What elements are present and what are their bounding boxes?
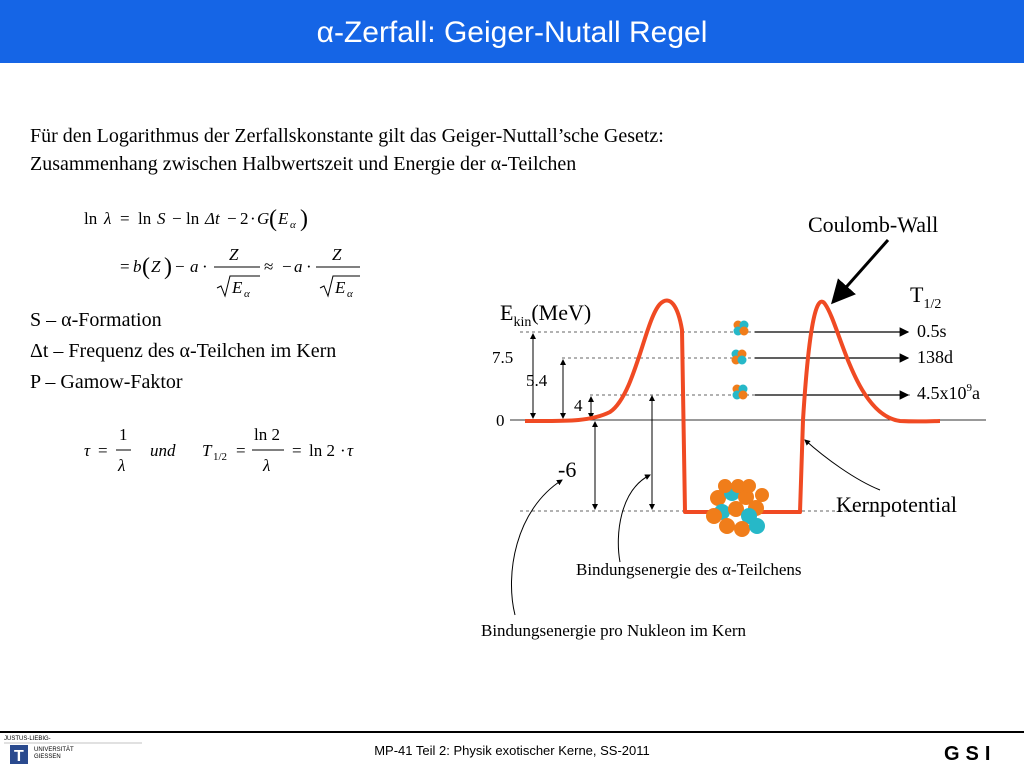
eq3-one: 1 <box>119 425 128 444</box>
binding-nucleon-arrow <box>511 480 562 615</box>
jlu-logo-line-1: JUSTUS-LIEBIG- <box>4 736 51 742</box>
svg-text:T: T <box>14 748 24 765</box>
binding-alpha-label: Bindungsenergie des α-Teilchens <box>576 560 802 579</box>
legend-item-formation: S – α-Formation <box>30 309 162 331</box>
eq1-s: S <box>157 209 166 228</box>
eq2-minus: − <box>175 257 185 276</box>
eq3-lambda: λ <box>118 456 126 475</box>
label-5-4: 5.4 <box>526 371 548 390</box>
eq1-dot: · <box>250 209 256 228</box>
kernpotential-label: Kernpotential <box>836 492 957 517</box>
footer-divider <box>0 731 1024 733</box>
eq1-delta-t: Δt <box>205 209 220 228</box>
eq2-dot-2: · <box>306 257 312 276</box>
coulomb-wall-arrow <box>833 240 888 302</box>
eq1-alpha: α <box>290 219 296 231</box>
eq2-frac2-e: E <box>335 278 346 297</box>
eq3-equals: = <box>98 441 108 460</box>
eq1-lambda: λ <box>104 209 112 228</box>
coulomb-wall-label: Coulomb-Wall <box>808 212 939 237</box>
intro-line-1: Für den Logarithmus der Zerfallskonstante gilt das Geiger-Nuttall’sche Gesetz: <box>30 125 664 147</box>
eq2-frac-alpha: α <box>244 288 250 300</box>
eq2-a-2: a <box>294 257 303 276</box>
eq2-frac-e: E <box>232 278 243 297</box>
eq2-rparen: ) <box>164 254 172 280</box>
eq3-ln2: ln 2 <box>309 441 335 460</box>
eq3-t: T <box>202 441 212 460</box>
eq1-g: G <box>257 209 270 228</box>
yaxis-label: $E_{kin}(MeV)$ <box>500 300 592 330</box>
eq3-equals-2: = <box>236 441 246 460</box>
binding-nucleon-label: Bindungsenergie pro Nukleon im Kern <box>481 621 747 640</box>
alpha-particle-2 <box>732 350 747 365</box>
eq2-frac-num: Z <box>229 245 239 264</box>
eq2-equals: = <box>120 257 130 276</box>
eq2-b: b <box>133 257 142 276</box>
eq2-dot: · <box>202 257 208 276</box>
halflife-equation <box>84 420 374 485</box>
t-half-label: $T_{1/2}$ <box>910 282 942 312</box>
alpha-particle-1 <box>734 321 749 336</box>
intro-text <box>30 122 664 178</box>
nucleus-cluster <box>706 479 769 537</box>
eq2-z: Z <box>151 257 161 276</box>
eq2-frac2-num: Z <box>332 245 342 264</box>
slide-title: α-Zerfall: Geiger-Nutall Regel <box>0 0 1024 63</box>
eq2-minus-2: − <box>282 257 292 276</box>
halflife-0-5s: 0.5s <box>917 321 947 341</box>
eq2-a: a <box>190 257 199 276</box>
eq1-equals: = <box>120 209 130 228</box>
kernpotential-arrow <box>805 440 880 490</box>
label-4: 4 <box>574 396 583 415</box>
footer-text: MP-41 Teil 2: Physik exotischer Kerne, SS-2011 <box>374 743 650 758</box>
eq3-tau-2: τ <box>347 441 354 460</box>
eq3-equals-3: = <box>292 441 302 460</box>
alpha-decay-diagram <box>470 190 1010 655</box>
eq1-minus: − <box>172 209 182 228</box>
eq1-ln-s: ln <box>138 209 152 228</box>
eq1-rparen: ) <box>300 206 308 232</box>
gsi-logo-text: GSI <box>944 743 997 763</box>
legend-item-gamow: P – Gamow-Faktor <box>30 371 183 393</box>
eq1-lparen: ( <box>269 206 277 232</box>
eq3-t-sub: 1/2 <box>213 451 228 463</box>
eq1-two: 2 <box>240 209 249 228</box>
jlu-logo-line-3: GIESSEN <box>34 754 61 760</box>
eq3-tau: τ <box>84 441 91 460</box>
eq1-e: E <box>278 209 289 228</box>
eq3-ln2-num: ln 2 <box>254 425 280 444</box>
eq1-ln-dt: ln <box>186 209 200 228</box>
halflife-138d: 138d <box>917 347 953 367</box>
jlu-logo-line-2: UNIVERSITÄT <box>34 747 74 753</box>
eq1-minus-2: − <box>227 209 237 228</box>
alpha-particle-3 <box>733 385 748 400</box>
gsi-logo <box>944 743 1022 768</box>
eq2-lparen: ( <box>142 254 150 280</box>
eq2-approx: ≈ <box>264 257 274 276</box>
eq2-frac2-alpha: α <box>347 288 353 300</box>
legend-list <box>30 305 336 398</box>
eq1-ln: ln <box>84 209 98 228</box>
intro-line-2: Zusammenhang zwischen Halbwertszeit und Energie der α-Teilchen <box>30 153 577 175</box>
eq3-dot: · <box>340 441 346 460</box>
eq3-lambda-2: λ <box>263 456 271 475</box>
label-7-5: 7.5 <box>492 348 514 367</box>
geiger-nuttall-equation <box>84 200 374 310</box>
label-minus-6: -6 <box>558 457 577 482</box>
binding-alpha-arrow <box>618 475 650 562</box>
label-0: 0 <box>496 411 505 430</box>
eq3-und: und <box>150 441 176 460</box>
halflife-45e9a: $4.5x10^9a$ <box>917 382 980 403</box>
legend-item-frequency: Δt – Frequenz des α-Teilchen im Kern <box>30 340 337 362</box>
